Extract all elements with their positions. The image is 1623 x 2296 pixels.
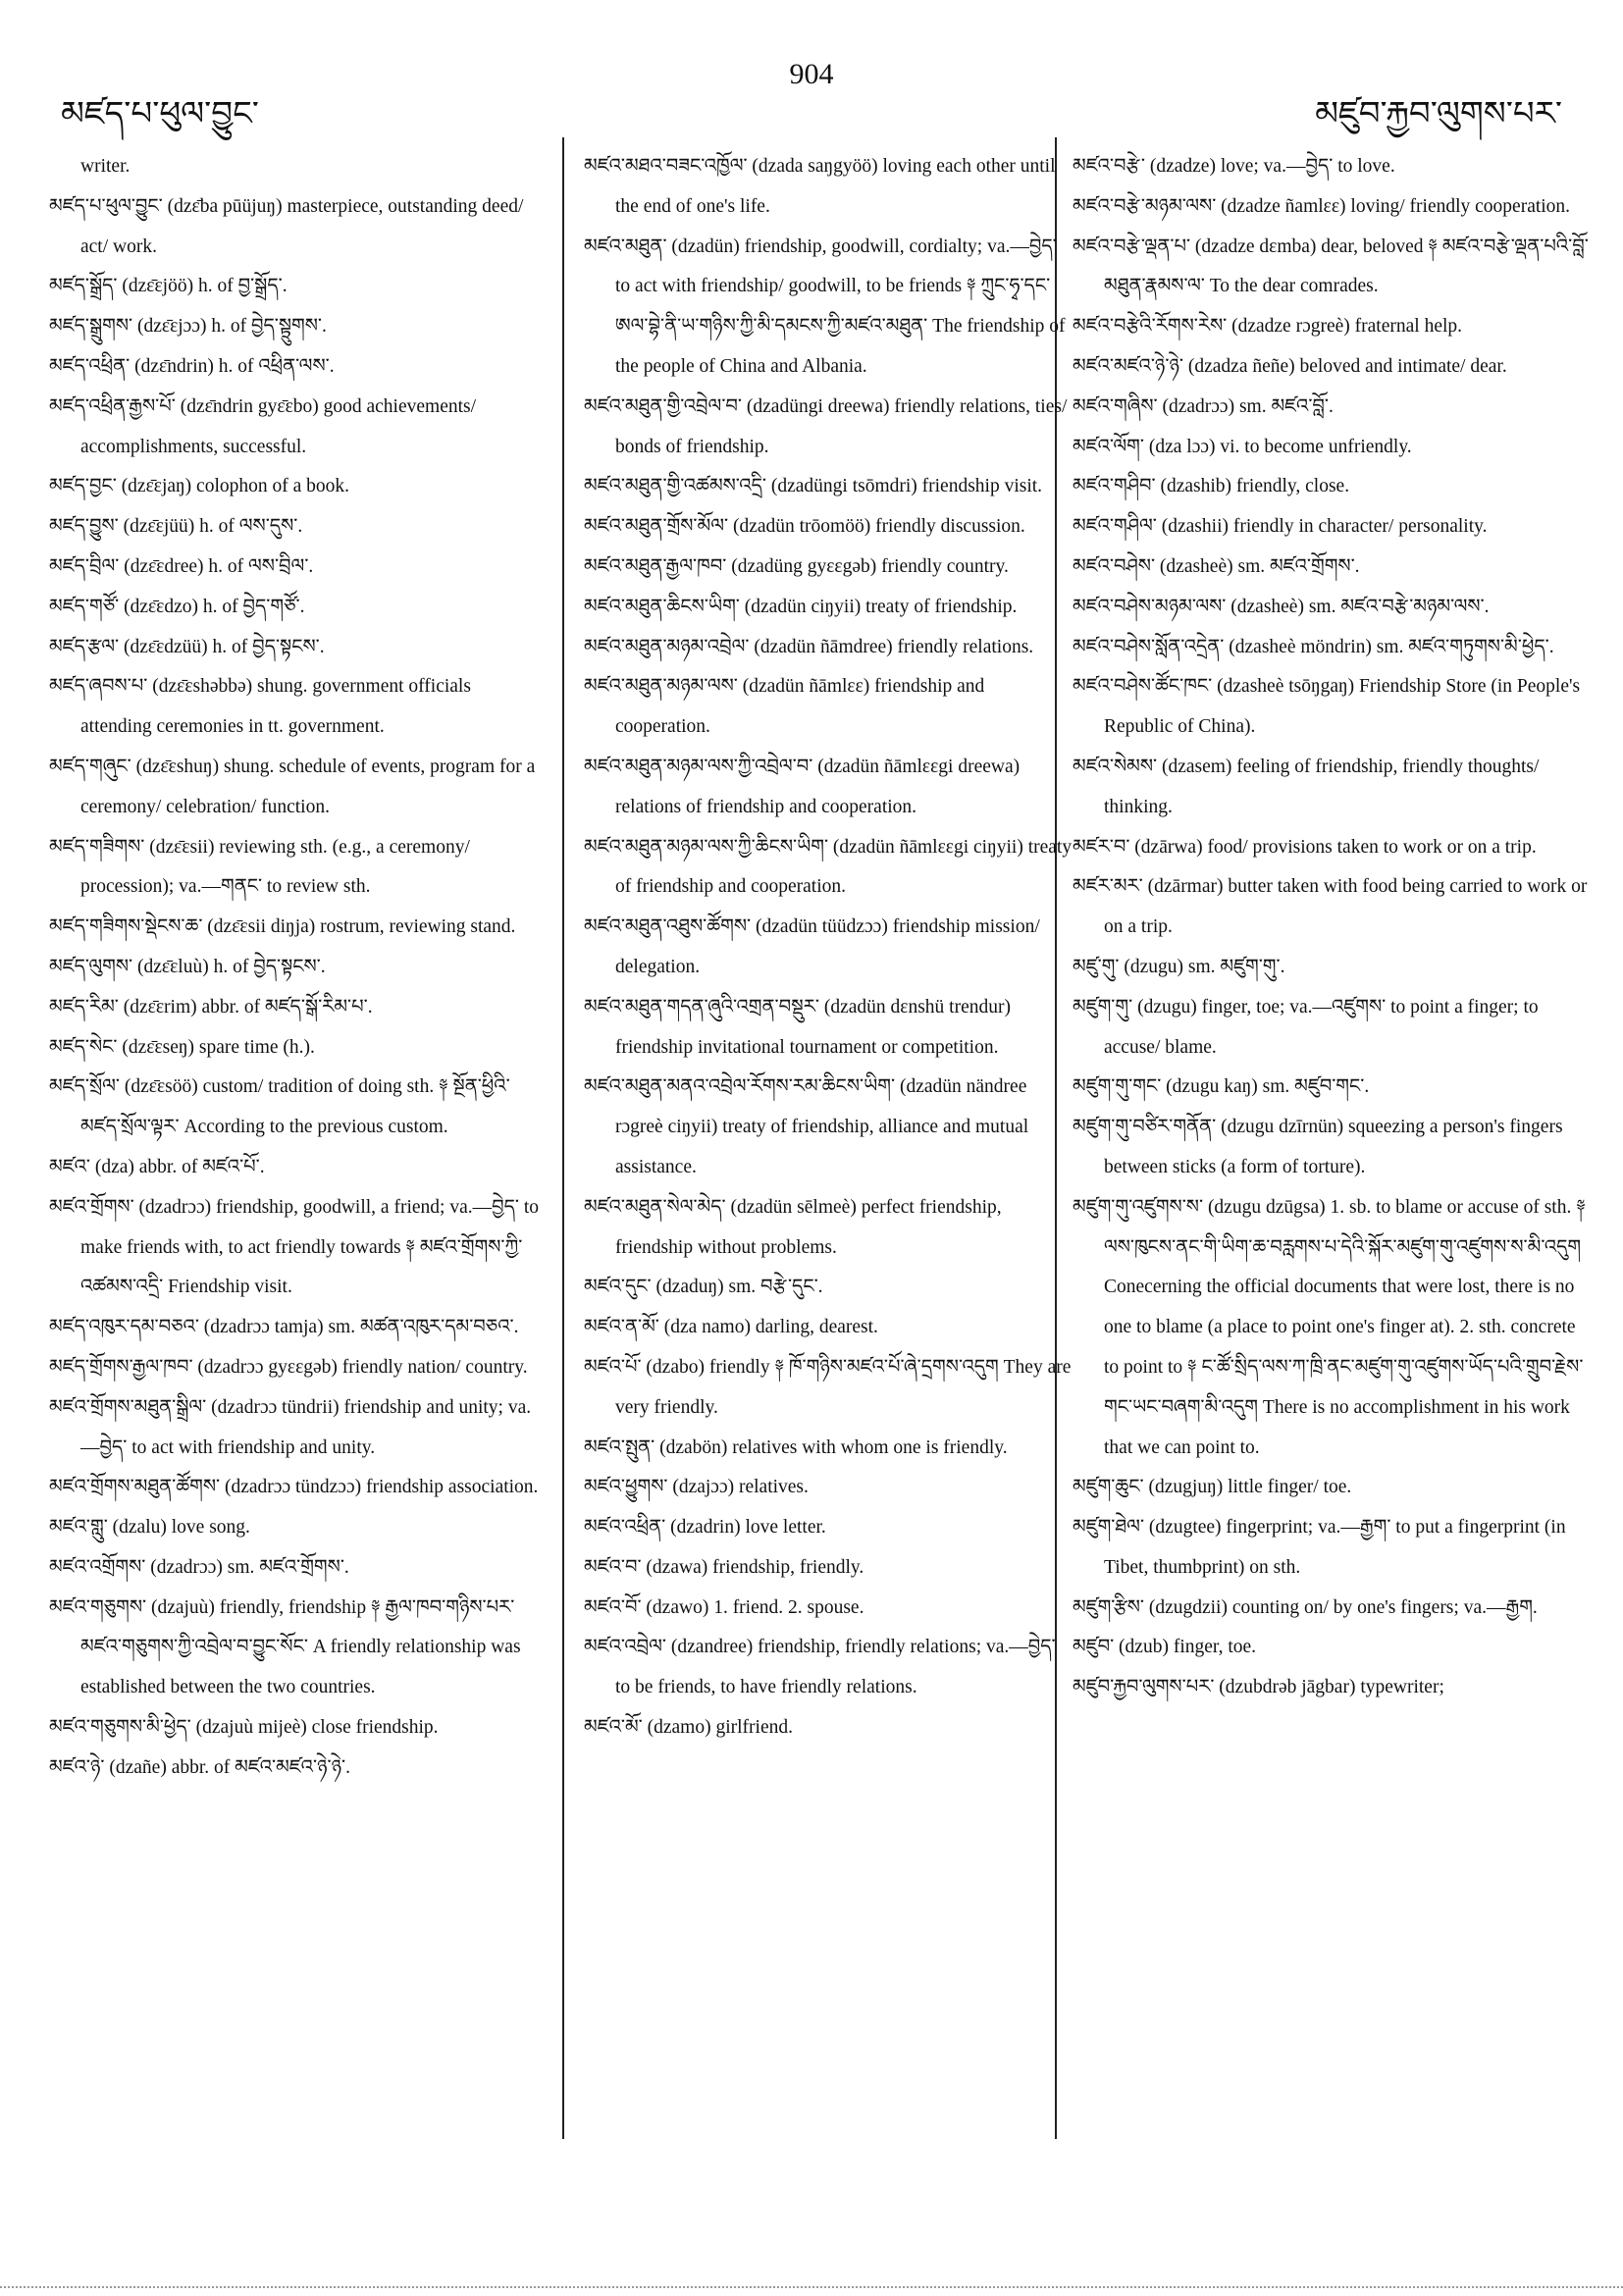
dictionary-entry: མཛུག་གུ་ (dzugu) finger, toe; va.—འཛུགས་ to point a finger; to accuse/ blame. [1073, 996, 1539, 1058]
dictionary-entry: མཛུག་ཐེལ་ (dzugtee) fingerprint; va.—རྒྱག་ to put a fingerprint (in Tibet, thumbprint) on sth. [1073, 1517, 1566, 1578]
dictionary-entry: མཛའ་གཅུགས་མི་ཕྱེད་ (dzajuù mijeè) close friendship. [49, 1717, 439, 1739]
running-head-right: མཛུབ་རྐྱབ་ལུགས་པར་ [1315, 94, 1562, 133]
dictionary-entry: མཛུབ་རྐྱབ་ལུགས་པར་ (dzubdrəb jāgbar) typewriter; [1073, 1677, 1444, 1698]
dictionary-entry: མཛར་བ་ (dzārwa) food/ provisions taken to work or on a trip. [1073, 836, 1537, 858]
dictionary-column-2 [584, 147, 1074, 1748]
dictionary-entry: མཛའ་འབྲེལ་ (dzandree) friendship, friendly relations; va.—བྱེད་ to be friends, to have friendly relations. [584, 1637, 1056, 1698]
dictionary-entry: མཛའ་བཤེས་སློན་འདྲེན་ (dzasheè möndrin) sm. མཛའ་གཏུགས་མི་ཕྱེད་. [1073, 636, 1554, 657]
page-header [0, 54, 1623, 133]
dictionary-entry: མཛད་སྒྲུགས་ (dzɛ̄ɛjɔɔ) h. of བྱེད་སྟྲུགས་. [49, 316, 327, 338]
dictionary-entry: མཛའ་མཐུན་ (dzadün) friendship, goodwill, cordialty; va.—བྱེད་ to act with friendship/ goodwill, to be friends ༈ ཀྲུང་ཧྭ་དང་ཨལ་བྷེ་ནི་ཡ་གཉིས་ཀྱི་མི་དམངས་ཀྱི་མཛའ་མཐུན་ The friendship of the people of China and Albania. [584, 235, 1066, 377]
dictionary-entry: མཛད་ཞབས་པ་ (dzɛ̄ɛshəbbə) shung. government officials attending ceremonies in tt. government. [49, 676, 471, 738]
dictionary-entry: མཛའ་གཅུགས་ (dzajuù) friendly, friendship ༈ རྒྱལ་ཁབ་གཉིས་པར་མཛའ་གཅུགས་ཀྱི་འབྲེལ་བ་བྱུང་སོང་ A friendly relationship was established between the two countries. [49, 1596, 521, 1698]
dictionary-entry: མཛའ་བརྩེའི་རོགས་རེས་ (dzadze rɔgreè) fraternal help. [1073, 316, 1463, 338]
dictionary-entry: མཛད་བྲིལ་ (dzɛ̄ɛdree) h. of ལས་བྲིལ་. [49, 555, 314, 577]
dictionary-entry: མཛའ་ན་མོ་ (dza namo) darling, dearest. [584, 1317, 878, 1338]
dictionary-entry: མཛའ་བརྩེ་མཉམ་ལས་ (dzadze ñamlɛɛ) loving/ friendly cooperation. [1073, 195, 1571, 217]
dictionary-entry: མཛའ་མཐུན་མཉམ་ལས་ཀྱི་ཆིངས་ཡིག་ (dzadün ñāmlɛɛgi ciŋyii) treaty of friendship and cooperation. [584, 836, 1073, 898]
dictionary-entry: མཛའ་བཤེས་ (dzasheè) sm. མཛའ་གྲོགས་. [1073, 555, 1360, 577]
dictionary-entry: མཛའ་ (dza) abbr. of མཛའ་པོ་. [49, 1156, 265, 1177]
dictionary-entry: མཛའ་གཞིས་ (dzadrɔɔ) sm. མཛའ་བློ་. [1073, 395, 1334, 417]
dictionary-entry: མཛའ་མཐུན་གྲོས་མོལ་ (dzadün trōomöö) friendly discussion. [584, 516, 1025, 538]
dictionary-entry: མཛའ་སྤུན་ (dzabön) relatives with whom one is friendly. [584, 1436, 1008, 1458]
dictionary-entry: མཛད་ལུགས་ (dzɛ̄ɛluù) h. of བྱེད་སྟངས་. [49, 956, 326, 977]
dictionary-entry: མཛད་བྱུས་ (dzɛ̄ɛjüü) h. of ལས་དུས་. [49, 516, 303, 538]
dictionary-entry: མཛའ་བརྩེ་ལྡན་པ་ (dzadze dɛmba) dear, beloved ༈ མཛའ་བརྩེ་ལྡན་པའི་བློ་མཐུན་རྣམས་ལ་ To the dear comrades. [1073, 235, 1589, 297]
dictionary-entry: མཛའ་མཐུན་རྒྱལ་ཁབ་ (dzadüng gyɛɛgəb) friendly country. [584, 555, 1009, 577]
dictionary-entry: མཛད་རྩལ་ (dzɛ̄ɛdzüü) h. of བྱེད་སྟངས་. [49, 636, 325, 657]
dictionary-entry: མཛད་གཙོ་ (dzɛ̄ɛdzo) h. of བྱེད་གཙོ་. [49, 596, 305, 617]
dictionary-entry: མཛའ་བཤེས་མཉམ་ལས་ (dzasheè) sm. མཛའ་བརྩེ་མཉམ་ལས་. [1073, 596, 1490, 617]
dictionary-entry: མཛའ་འགྲོགས་ (dzadrɔɔ) sm. མཛའ་གྲོགས་. [49, 1556, 349, 1578]
dictionary-entry: མཛའ་མཐུན་མནའ་འབྲེལ་རོགས་རམ་ཆིངས་ཡིག་ (dzadün nändree rɔgreè ciŋyii) treaty of friendship, alliance and mutual assistance. [584, 1076, 1029, 1177]
dictionary-entry: མཛད་སྒྲོད་ (dzɛ̄ɛjöö) h. of བྱ་སྒྲོད་. [49, 276, 288, 297]
dictionary-entry: མཛའ་མཐུན་མཉམ་ལས་ (dzadün ñāmlɛɛ) friendship and cooperation. [584, 676, 985, 738]
dictionary-entry: མཛད་གཟིགས་སྡེངས་ཆ་ (dzɛ̄ɛsii diŋja) rostrum, reviewing stand. [49, 916, 516, 938]
dictionary-entry: མཛའ་གཤིབ་ (dzashib) friendly, close. [1073, 476, 1350, 497]
dictionary-entry: མཛུ་གུ་ (dzugu) sm. མཛུག་གུ་. [1073, 956, 1285, 977]
page-number: 904 [789, 58, 834, 90]
footer-rule [0, 2286, 1623, 2288]
dictionary-entry: མཛའ་ལོག་ (dza lɔɔ) vi. to become unfriendly. [1073, 436, 1412, 457]
dictionary-entry: མཛའ་གྲོགས་མཐུན་སྒྲིལ་ (dzadrɔɔ tündrii) friendship and unity; va.—བྱེད་ to act with friendship and unity. [49, 1396, 532, 1458]
running-head-left: མཛད་པ་ཕུལ་བྱུང་ [61, 94, 259, 133]
dictionary-entry: མཛད་འཕྲིན་རྒྱས་པོ་ (dzɛ̄ndrin gyɛ̄ɛbo) good achievements/ accomplishments, successful. [49, 395, 477, 457]
dictionary-entry: མཛའ་འཕྲིན་ (dzadrin) love letter. [584, 1517, 826, 1539]
dictionary-entry: མཛའ་བ་ (dzawa) friendship, friendly. [584, 1556, 864, 1578]
dictionary-entry: མཛའ་གླུ་ (dzalu) love song. [49, 1517, 250, 1539]
dictionary-entry: མཛད་གཟིགས་ (dzɛ̄ɛsii) reviewing sth. (e.g., a ceremony/ procession); va.—གནང་ to review sth. [49, 836, 470, 898]
dictionary-entry: མཛའ་མཐུན་གདན་ཞུའི་འགྲན་བསྡུར་ (dzadün dɛnshü trendur) friendship invitational tournament or competition. [584, 996, 1011, 1058]
dictionary-entry: མཛའ་བཤེས་ཚོང་ཁང་ (dzasheè tsōŋgaŋ) Friendship Store (in People's Republic of China). [1073, 676, 1581, 738]
dictionary-entry: མཛའ་མཐའ་བཟང་འཁྱོལ་ (dzada saŋgyöö) loving each other until the end of one's life. [584, 156, 1056, 217]
dictionary-entry: མཛའ་དུང་ (dzaduŋ) sm. བརྩེ་དུང་. [584, 1277, 823, 1298]
dictionary-entry: མཛའ་པོ་ (dzabo) friendly ༈ ཁོ་གཉིས་མཛའ་པོ་ཞེ་དྲགས་འདུག They are very friendly. [584, 1356, 1072, 1418]
dictionary-entry: མཛའ་མཐུན་མཉམ་ལས་ཀྱི་འབྲེལ་བ་ (dzadün ñāmlɛɛgi dreewa) relations of friendship and cooperation. [584, 756, 1021, 817]
dictionary-entry: མཛའ་བརྩེ་ (dzadze) love; va.—བྱེད་ to love. [1073, 156, 1395, 177]
dictionary-column-3 [1073, 147, 1593, 1708]
dictionary-entry: མཛད་འཁུར་དམ་བཅའ་ (dzadrɔɔ tamja) sm. མཚན་འཁུར་དམ་བཅའ་. [49, 1317, 519, 1338]
dictionary-entry: མཛད་གྲོགས་རྒྱལ་ཁབ་ (dzadrɔɔ gyɛɛgəb) friendly nation/ country. [49, 1356, 528, 1378]
dictionary-entry: མཛའ་མཐུན་མཉམ་འབྲེལ་ (dzadün ñāmdree) friendly relations. [584, 636, 1034, 657]
dictionary-entry: མཛད་བྱང་ (dzɛ̄ɛjaŋ) colophon of a book. [49, 476, 350, 497]
dictionary-entry: མཛུག་རྩིས་ (dzugdzii) counting on/ by one's fingers; va.—རྒྱག. [1073, 1596, 1538, 1618]
dictionary-entry: མཛར་མར་ (dzārmar) butter taken with food being carried to work or on a trip. [1073, 876, 1588, 938]
dictionary-entry: writer. [80, 156, 131, 177]
dictionary-entry: མཛུག་གུ་འཛུགས་ས་ (dzugu dzūgsa) 1. sb. to blame or accuse of sth. ༈ ལས་ཁུངས་ནང་གི་ཡིག་ཆ་བརླགས་པ་དེའི་སྐོར་མཛུག་གུ་འཛུགས་ས་མི་འདུག Conecerning the official documents that were lost, there is no one to blame (a place to point one's finger at). 2. sth. concrete to point to ༈ ང་ཚོ་སྲིད་ལས་ཀ་ཁྲི་ནང་མཛུག་གུ་འཛུགས་ཡོད་པའི་གྲུབ་རྗེས་གང་ཡང་བཞག་མི་འདུག There is no accomplishment in his work that we can point to. [1073, 1196, 1586, 1458]
dictionary-entry: མཛའ་གྲོགས་ (dzadrɔɔ) friendship, goodwill, a friend; va.—བྱེད་ to make friends with, to act friendly towards ༈ མཛའ་གྲོགས་ཀྱི་འཚམས་འདྲི་ Friendship visit. [49, 1196, 540, 1298]
dictionary-entry: མཛའ་གྲོགས་མཐུན་ཚོགས་ (dzadrɔɔ tündzɔɔ) friendship association. [49, 1477, 539, 1498]
dictionary-entry: མཛའ་མོ་ (dzamo) girlfriend. [584, 1717, 793, 1739]
dictionary-entry: མཛད་སེང་ (dzɛ̄ɛseŋ) spare time (h.). [49, 1036, 315, 1058]
dictionary-entry: མཛད་གཞུང་ (dzɛ̄ɛshuŋ) shung. schedule of events, program for a ceremony/ celebration/ function. [49, 756, 536, 817]
dictionary-entry: མཛའ་མཐུན་ཆིངས་ཡིག་ (dzadün ciŋyii) treaty of friendship. [584, 596, 1018, 617]
dictionary-entry: མཛའ་སེམས་ (dzasem) feeling of friendship, friendly thoughts/ thinking. [1073, 756, 1540, 817]
dictionary-entry: མཛའ་མཐུན་འཐུས་ཚོགས་ (dzadün tüüdzɔɔ) friendship mission/ delegation. [584, 916, 1040, 977]
dictionary-entry: མཛུབ་ (dzub) finger, toe. [1073, 1637, 1257, 1658]
dictionary-column-1 [49, 147, 540, 1789]
dictionary-entry: མཛད་རིམ་ (dzɛ̄ɛrim) abbr. of མཛད་སྒོ་རིམ་པ་. [49, 996, 373, 1018]
dictionary-entry: མཛད་པ་ཕུལ་བྱུང་ (dzɛ̄ba pūüjuŋ) masterpiece, outstanding deed/ act/ work. [49, 195, 524, 257]
dictionary-entry: མཛུག་གུ་བཙིར་གནོན་ (dzugu dzīrnün) squeezing a person's fingers between sticks (a form of torture). [1073, 1117, 1563, 1177]
dictionary-entry: མཛད་སྲོལ་ (dzɛ̄ɛsöö) custom/ tradition of doing sth. ༈ སྔོན་ཕྱིའི་མཛད་སྲོལ་ལྟར་ According to the previous custom. [49, 1076, 510, 1138]
dictionary-entry: མཛད་འཕྲིན་ (dzɛ̄ndrin) h. of འཕྲིན་ལས་. [49, 355, 335, 377]
dictionary-entry: མཛུག་ཆུང་ (dzugjuŋ) little finger/ toe. [1073, 1477, 1352, 1498]
dictionary-entry: མཛའ་བོ་ (dzawo) 1. friend. 2. spouse. [584, 1596, 864, 1618]
dictionary-entry: མཛའ་གཤིལ་ (dzashii) friendly in character/ personality. [1073, 516, 1488, 538]
dictionary-entry: མཛའ་མཐུན་གྱི་འཚམས་འདྲི་ (dzadüngi tsōmdri) friendship visit. [584, 476, 1043, 497]
dictionary-entry: མཛའ་ཉེ་ (dzañe) abbr. of མཛའ་མཛའ་ཉེ་ཉེ་. [49, 1756, 350, 1778]
dictionary-entry: མཛའ་མཐུན་སེལ་མེད་ (dzadün sēlmeè) perfect friendship, friendship without problems. [584, 1196, 1002, 1258]
dictionary-entry: མཛའ་མཐུན་གྱི་འབྲེལ་བ་ (dzadüngi dreewa) friendly relations, ties/ bonds of friendship. [584, 395, 1068, 457]
column-divider-1 [562, 137, 564, 2139]
dictionary-entry: མཛའ་ཕྱུགས་ (dzajɔɔ) relatives. [584, 1477, 809, 1498]
dictionary-entry: མཛུག་གུ་གང་ (dzugu kaŋ) sm. མཛུབ་གང་. [1073, 1076, 1370, 1098]
dictionary-entry: མཛའ་མཛའ་ཉེ་ཉེ་ (dzadza ñeñe) beloved and intimate/ dear. [1073, 355, 1507, 377]
